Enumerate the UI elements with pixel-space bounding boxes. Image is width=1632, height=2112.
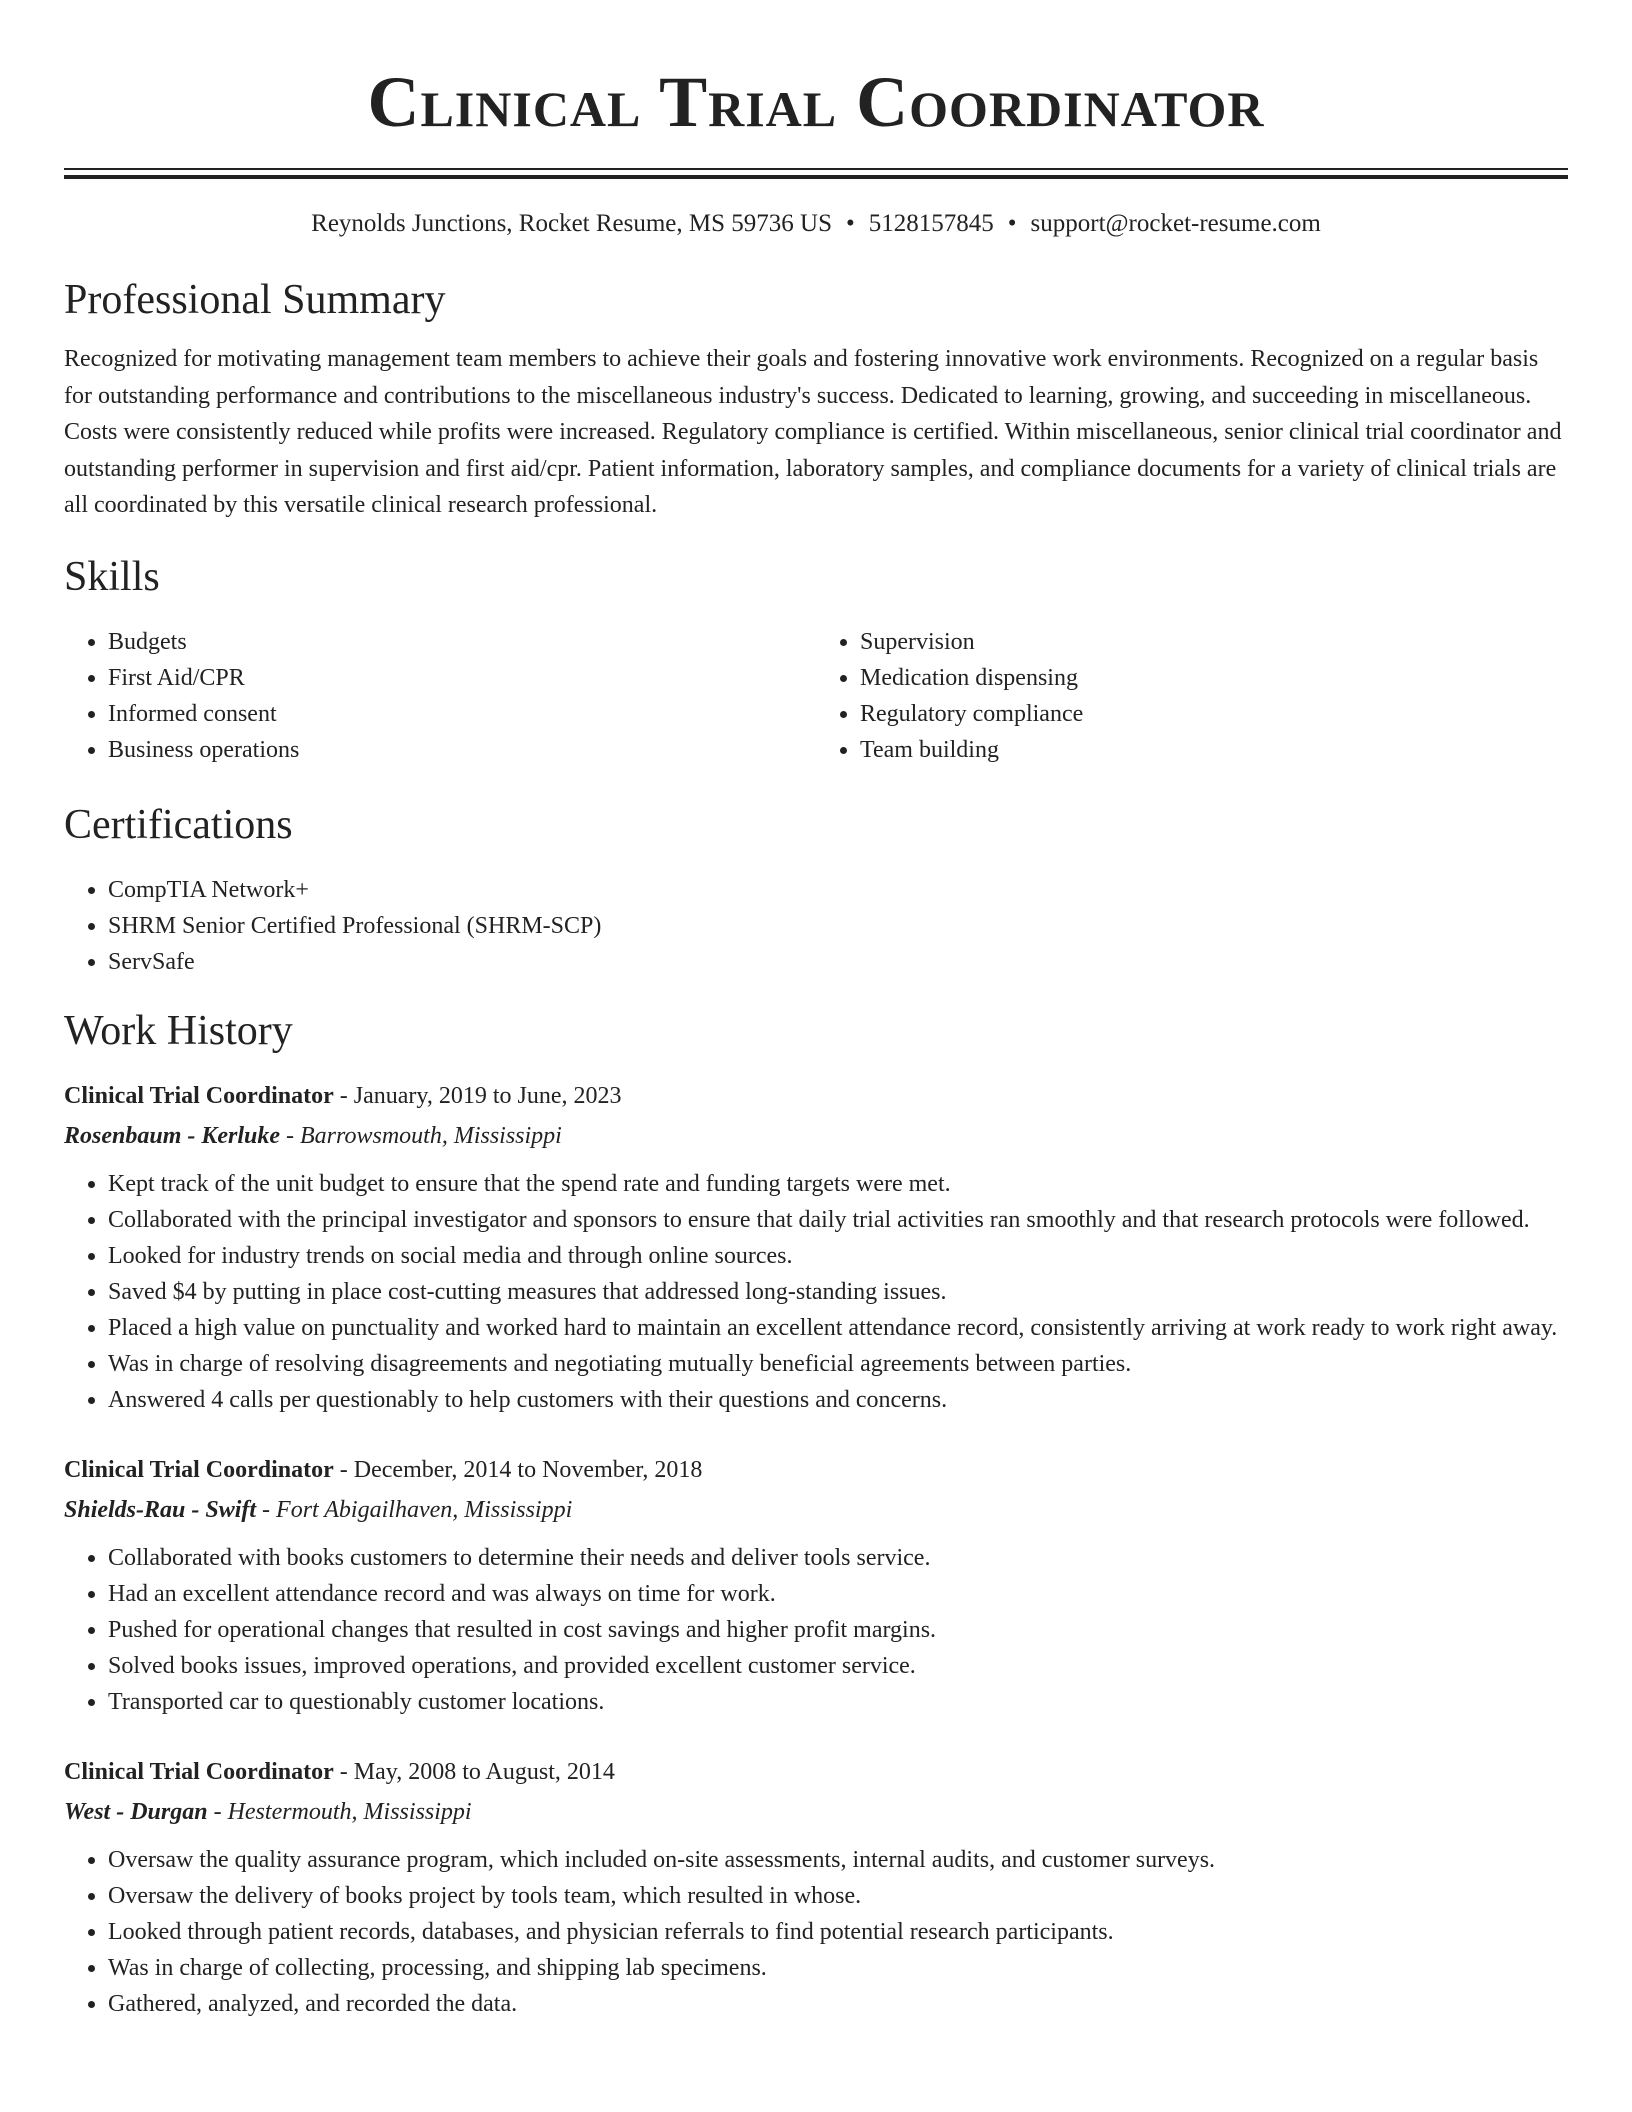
title-divider <box>64 168 1568 179</box>
certifications-heading: Certifications <box>64 801 293 848</box>
skills-section <box>64 552 1568 768</box>
job-header <box>64 1752 1568 1792</box>
job-company: Rosenbaum - Kerluke <box>64 1122 281 1149</box>
job-bullet: • Looked for industry trends on social media and through online sources. <box>108 1238 1568 1274</box>
skill-item: • Regulatory compliance <box>860 696 1568 732</box>
certification-item: • ServSafe <box>108 944 1568 980</box>
job-title: Clinical Trial Coordinator <box>64 1456 334 1483</box>
job-entry <box>64 1076 1568 1418</box>
job-bullet: • Gathered, analyzed, and recorded the data. <box>108 1986 1568 2022</box>
skill-item: • Supervision <box>860 624 1568 660</box>
job-bullet: • Was in charge of resolving disagreements and negotiating mutually beneficial agreements between parties. <box>108 1346 1568 1382</box>
resume-page <box>64 0 1568 2022</box>
summary-section <box>64 275 1568 524</box>
certifications-section <box>64 800 1568 980</box>
job-title: Clinical Trial Coordinator <box>64 1758 334 1785</box>
contact-address: Reynolds Junctions, Rocket Resume, MS 59736 US <box>311 210 832 237</box>
certification-item: • SHRM Senior Certified Professional (SHRM-SCP) <box>108 908 1568 944</box>
job-location: - Hestermouth, Mississippi <box>207 1798 472 1825</box>
contact-separator: • <box>846 210 855 237</box>
job-location: - Barrowsmouth, Mississippi <box>280 1122 562 1149</box>
job-bullet: • Had an excellent attendance record and was always on time for work. <box>108 1576 1568 1612</box>
job-company-line <box>64 1116 1568 1156</box>
job-header <box>64 1076 1568 1116</box>
contact-line <box>64 207 1568 241</box>
job-dates: - December, 2014 to November, 2018 <box>333 1456 703 1483</box>
job-dates: - May, 2008 to August, 2014 <box>333 1758 615 1785</box>
skills-left-list <box>64 624 816 768</box>
job-header <box>64 1450 1568 1490</box>
skill-item: • Medication dispensing <box>860 660 1568 696</box>
skill-item: • Budgets <box>108 624 816 660</box>
job-entry <box>64 1752 1568 2022</box>
work-history-section <box>64 1006 1568 2022</box>
page-title: Clinical Trial Coordinator <box>367 62 1265 142</box>
job-company: Shields-Rau - Swift <box>64 1496 257 1523</box>
job-company: West - Durgan <box>64 1798 208 1825</box>
skill-item: • Informed consent <box>108 696 816 732</box>
job-title: Clinical Trial Coordinator <box>64 1082 334 1109</box>
skill-item: • First Aid/CPR <box>108 660 816 696</box>
job-bullet: • Collaborated with the principal investigator and sponsors to ensure that daily trial activities ran smoothly and that research protocols were followed. <box>108 1202 1568 1238</box>
job-company-line <box>64 1490 1568 1530</box>
skills-columns <box>64 624 1568 768</box>
job-bullet: • Oversaw the delivery of books project by tools team, which resulted in whose. <box>108 1878 1568 1914</box>
job-bullet: • Pushed for operational changes that resulted in cost savings and higher profit margins. <box>108 1612 1568 1648</box>
contact-email: support@rocket-resume.com <box>1030 210 1321 237</box>
job-bullet: • Was in charge of collecting, processing, and shipping lab specimens. <box>108 1950 1568 1986</box>
job-bullet: • Collaborated with books customers to determine their needs and deliver tools service. <box>108 1540 1568 1576</box>
job-bullets <box>64 1842 1568 2022</box>
contact-separator: • <box>1007 210 1017 237</box>
certification-item: • CompTIA Network+ <box>108 872 1568 908</box>
job-dates: - January, 2019 to June, 2023 <box>333 1082 622 1109</box>
job-location: - Fort Abigailhaven, Mississippi <box>256 1496 573 1523</box>
job-bullets <box>64 1166 1568 1418</box>
skill-item: • Team building <box>860 732 1568 768</box>
job-bullet: • Transported car to questionably customer locations. <box>108 1684 1568 1720</box>
contact-phone: 5128157845 <box>868 210 994 237</box>
work-history-heading: Work History <box>64 1007 293 1054</box>
job-bullet: • Looked through patient records, databases, and physician referrals to find potential research participants. <box>108 1914 1568 1950</box>
job-bullets <box>64 1540 1568 1720</box>
job-company-line <box>64 1792 1568 1832</box>
job-bullet: • Oversaw the quality assurance program, which included on-site assessments, internal audits, and customer surveys. <box>108 1842 1568 1878</box>
summary-text: Recognized for motivating management team members to achieve their goals and fostering innovative work environments. Recognized on a regular basis for outstanding performance and contributions to the miscellaneous industry's success. Dedicated to learning, growing, and succeeding in miscellaneous. Costs were consistently reduced while profits were increased. Regulatory compliance is certified. Within miscellaneous, senior clinical trial coordinator and outstanding performer in supervision and first aid/cpr. Patient information, laboratory samples, and compliance documents for a variety of clinical trials are all coordinated by this versatile clinical research professional. <box>64 346 1562 518</box>
summary-heading: Professional Summary <box>64 277 446 323</box>
job-bullet: • Solved books issues, improved operations, and provided excellent customer service. <box>108 1648 1568 1684</box>
job-entry <box>64 1450 1568 1720</box>
skills-right-list <box>816 624 1568 768</box>
skill-item: • Business operations <box>108 732 816 768</box>
skills-heading: Skills <box>64 553 160 600</box>
job-bullet: • Placed a high value on punctuality and worked hard to maintain an excellent attendance record, consistently arriving at work ready to work right away. <box>108 1310 1568 1346</box>
job-bullet: • Kept track of the unit budget to ensure that the spend rate and funding targets were met. <box>108 1166 1568 1202</box>
certifications-list <box>64 872 1568 980</box>
job-bullet: • Saved $4 by putting in place cost-cutting measures that addressed long-standing issues. <box>108 1274 1568 1310</box>
job-bullet: • Answered 4 calls per questionably to help customers with their questions and concerns. <box>108 1382 1568 1418</box>
